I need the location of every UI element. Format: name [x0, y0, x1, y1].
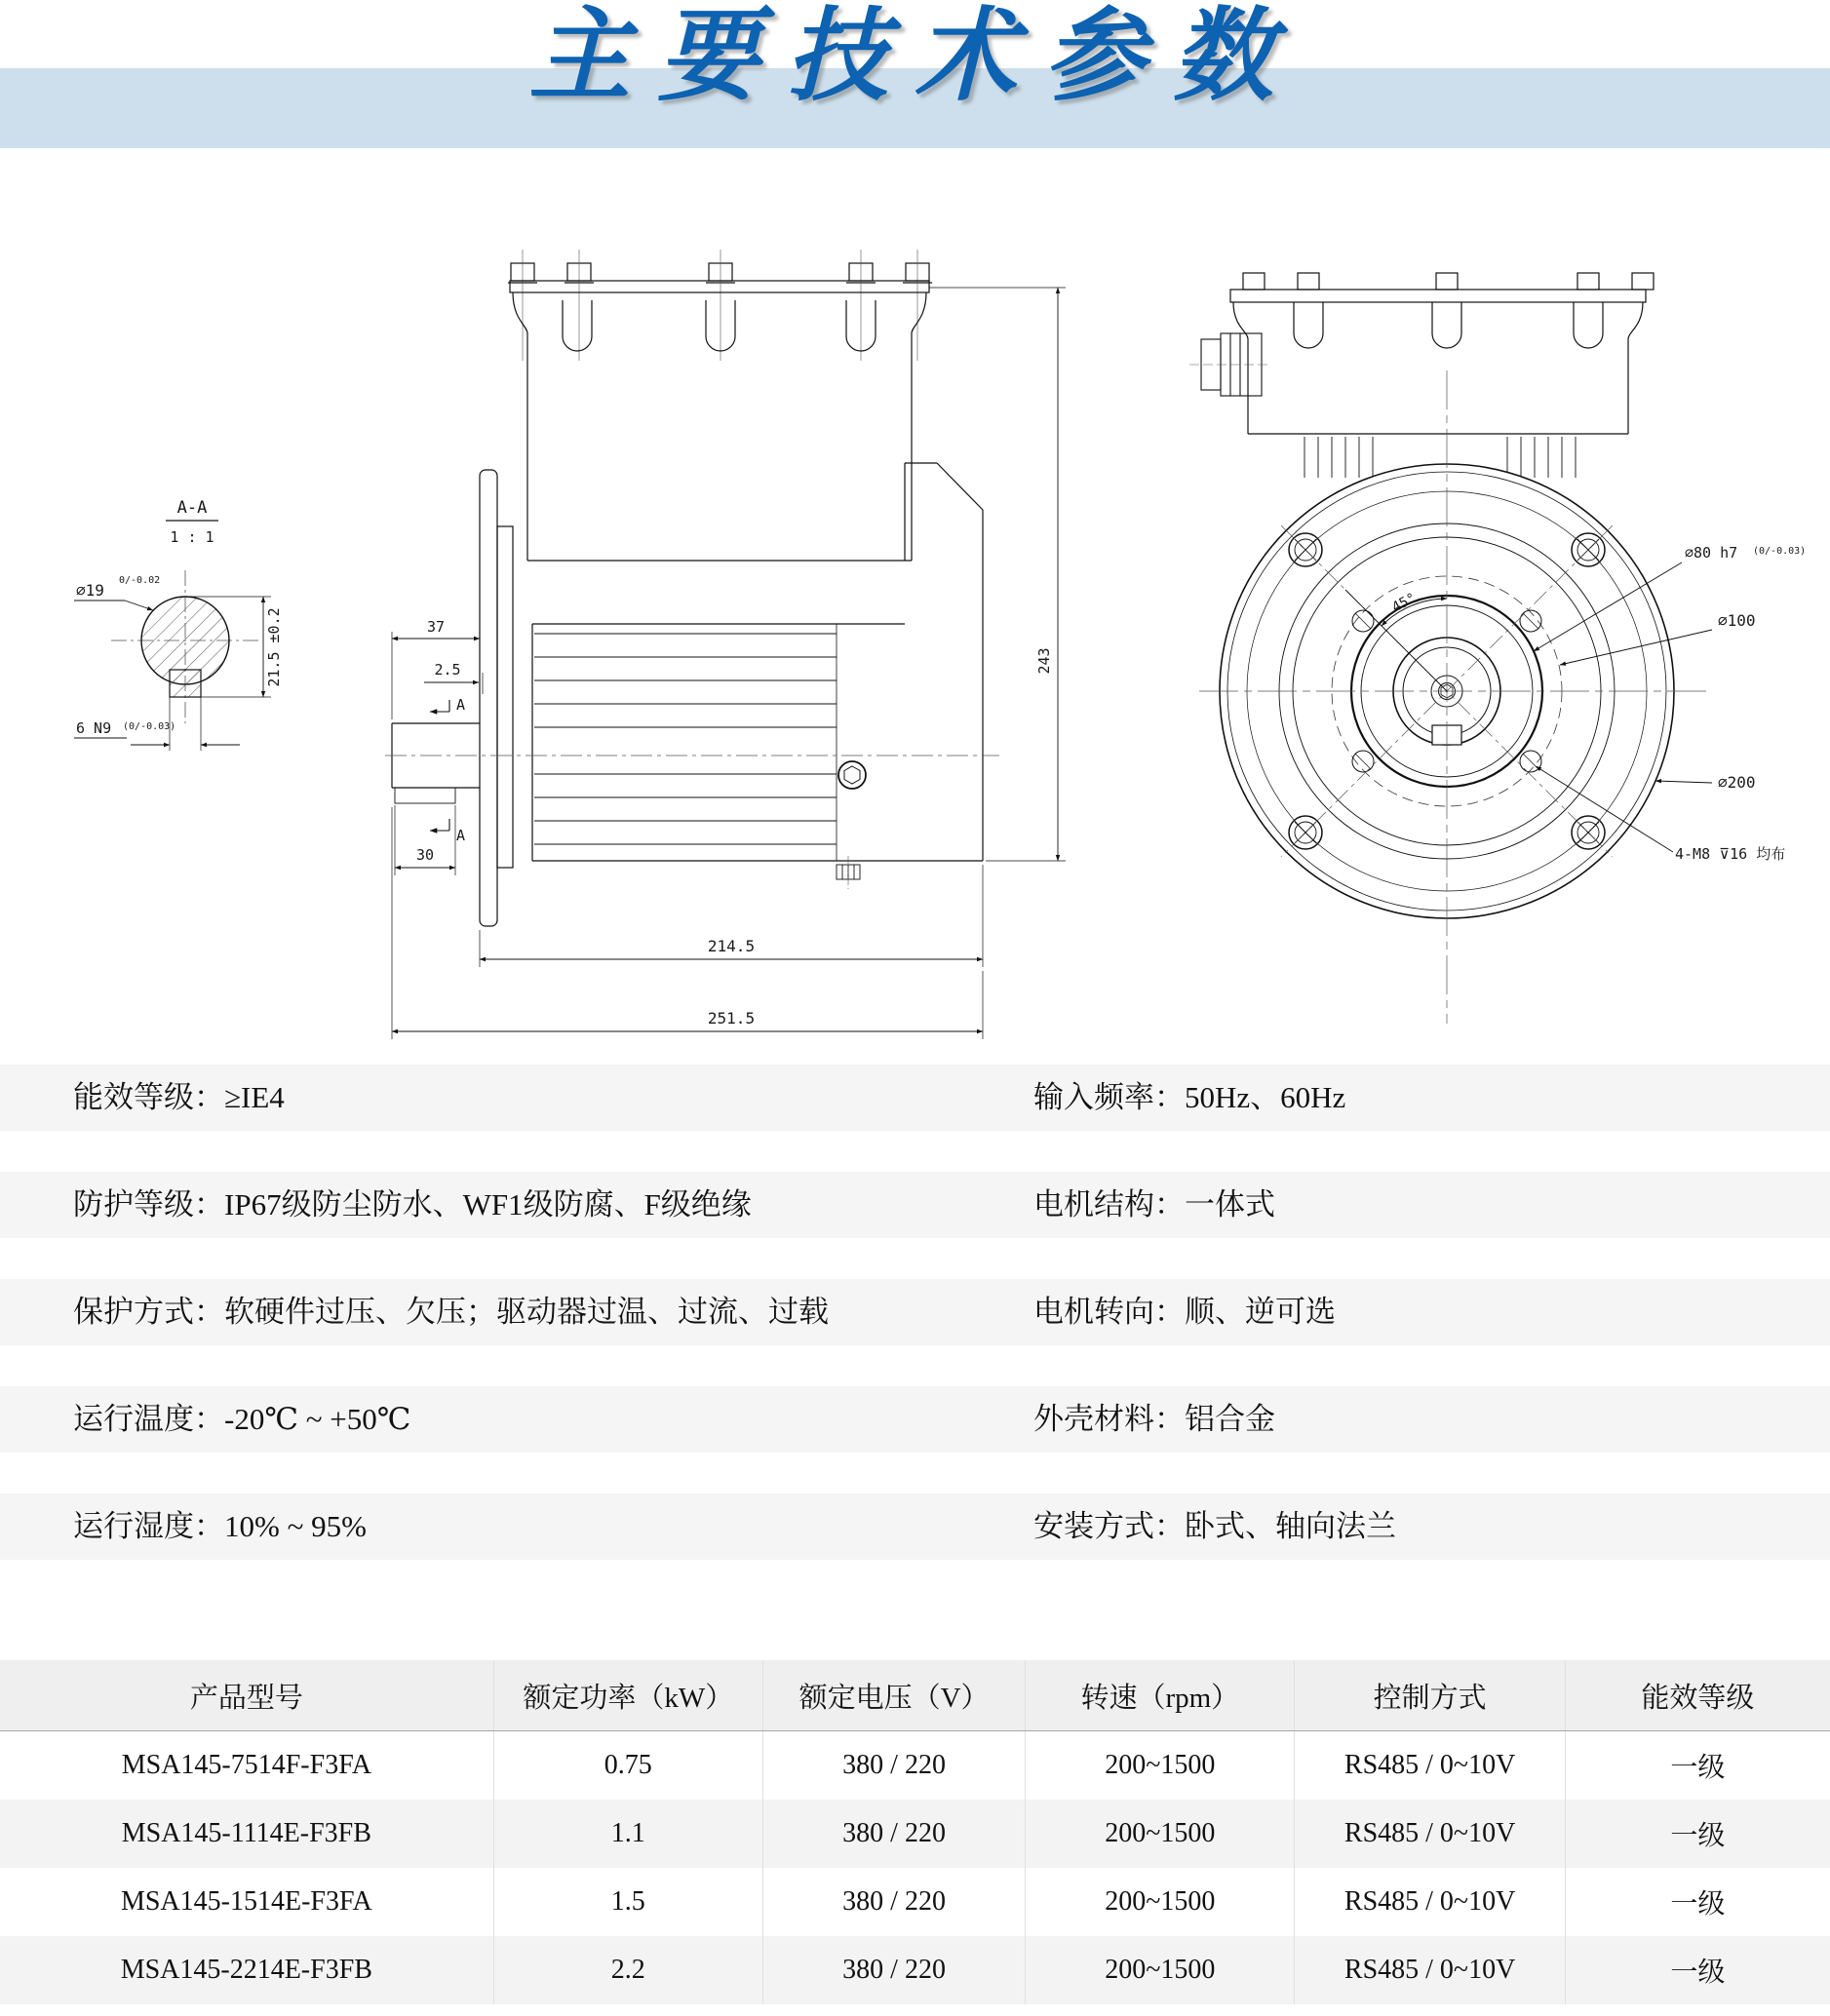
drawing-shaft-section-view — [68, 468, 400, 790]
section-title: A-A — [176, 498, 208, 518]
column-header: 额定功率（kW） — [493, 1660, 762, 1730]
drawing-side-view — [385, 244, 1107, 1033]
table-cell: RS485 / 0~10V — [1294, 1800, 1564, 1868]
table-cell: MSA145-1114E-F3FB — [121, 1818, 371, 1848]
spec-label: 安装方式： — [1033, 1509, 1185, 1543]
dim-key: 6 N9 — [76, 719, 112, 737]
table-cell: 380 / 220 — [762, 1936, 1025, 2004]
spec-value: 10% ~ 95% — [224, 1509, 367, 1543]
spec-label: 防护等级： — [73, 1187, 224, 1221]
column-header: 转速（rpm） — [1025, 1660, 1294, 1730]
table-cell: 0.75 — [493, 1731, 762, 1800]
spec-value: 50Hz、60Hz — [1185, 1080, 1346, 1114]
table-cell: 380 / 220 — [762, 1731, 1025, 1800]
spec-value: 卧式、轴向法兰 — [1185, 1509, 1396, 1543]
table-cell: MSA145-1514E-F3FA — [120, 1886, 372, 1917]
flange-plate — [480, 470, 497, 926]
banner — [0, 0, 1830, 148]
spec-label: 保护方式： — [73, 1295, 224, 1329]
spec-item — [73, 1279, 829, 1345]
spec-label: 输入频率： — [1033, 1080, 1185, 1114]
section-label-a-bottom: A — [456, 827, 466, 844]
column-header: 产品型号 — [189, 1682, 303, 1714]
cable-gland — [1189, 333, 1269, 396]
dim-251-5: 251.5 — [707, 1009, 756, 1027]
spec-value: ≥IE4 — [224, 1080, 285, 1114]
section-cut-marks — [430, 700, 449, 831]
cooling-fins — [534, 634, 837, 844]
spec-label: 能效等级： — [73, 1080, 224, 1114]
dim-dia19: ∅19 — [76, 581, 104, 600]
table-cell: MSA145-2214E-F3FB — [120, 1955, 372, 1985]
spec-value: 软硬件过压、欠压；驱动器过温、过流、过载 — [224, 1295, 829, 1329]
motor-body — [532, 463, 983, 861]
spec-band — [0, 1493, 1830, 1560]
spec-item — [73, 1172, 752, 1238]
shaft — [392, 723, 480, 803]
table-cell: 200~1500 — [1025, 1868, 1294, 1936]
dim-30: 30 — [415, 846, 435, 864]
spec-value: IP67级防尘防水、WF1级防腐、F级绝缘 — [224, 1187, 752, 1221]
drawing-front-view — [1160, 244, 1830, 1063]
table-cell: 200~1500 — [1025, 1731, 1294, 1800]
leader-line — [125, 601, 153, 610]
table-cell: MSA145-7514F-F3FA — [121, 1750, 371, 1780]
spec-item — [73, 1493, 367, 1560]
spec-table-header — [0, 1660, 1830, 1731]
spec-band — [0, 1172, 1830, 1238]
table-cell: 380 / 220 — [762, 1868, 1025, 1936]
dim-243: 243 — [1035, 647, 1053, 675]
dim-dia80-tol: (0/-0.03) — [1753, 546, 1807, 557]
terminal-box-front — [1230, 273, 1654, 434]
spec-label: 电机结构： — [1033, 1187, 1185, 1221]
spec-table-body — [0, 1731, 1830, 2004]
dim-dia80: ∅80 h7 — [1685, 544, 1738, 562]
spec-item — [1033, 1172, 1275, 1238]
dim-m8-holes: 4-M8 ⊽16 均布 — [1675, 845, 1786, 863]
dim-dia19-tol: 0/-0.02 — [119, 575, 161, 586]
table-cell: 380 / 220 — [762, 1800, 1025, 1868]
section-scale: 1 : 1 — [170, 528, 214, 546]
spec-table — [0, 1660, 1830, 2004]
table-cell: 一级 — [1565, 1868, 1830, 1936]
dim-45deg: 45° — [1389, 590, 1420, 616]
bolt-centerlines — [523, 250, 917, 361]
spec-label: 外壳材料： — [1033, 1402, 1185, 1436]
spec-item — [1033, 1493, 1396, 1560]
table-cell: RS485 / 0~10V — [1294, 1731, 1564, 1800]
table-row — [0, 1800, 1830, 1868]
spec-band — [0, 1065, 1830, 1131]
hex-screw — [838, 761, 866, 789]
dim-21-5: 21.5 ±0.2 — [265, 607, 283, 687]
dim-37: 37 — [426, 618, 446, 636]
column-header: 能效等级 — [1565, 1660, 1830, 1730]
dim-214-5: 214.5 — [707, 937, 756, 955]
dim-lines — [392, 288, 1058, 1031]
dim-dia200: ∅200 — [1718, 773, 1756, 792]
section-label-a-top: A — [456, 696, 466, 714]
spec-value: -20℃ ~ +50℃ — [224, 1402, 411, 1436]
dim-key-tol: (0/-0.03) — [123, 721, 176, 732]
table-cell: 2.2 — [493, 1936, 762, 2004]
flange-adapter — [497, 526, 513, 868]
table-cell: 1.1 — [493, 1800, 762, 1868]
table-cell: RS485 / 0~10V — [1294, 1936, 1564, 2004]
spec-value: 一体式 — [1185, 1187, 1275, 1221]
dim-2-5: 2.5 — [434, 661, 461, 678]
dim-dia100: ∅100 — [1718, 611, 1756, 630]
column-header: 额定电压（V） — [762, 1660, 1025, 1730]
table-cell: 一级 — [1565, 1731, 1830, 1800]
terminal-box — [510, 281, 929, 561]
table-cell: 200~1500 — [1025, 1800, 1294, 1868]
spec-label: 电机转向： — [1033, 1295, 1185, 1329]
table-cell: 200~1500 — [1025, 1936, 1294, 2004]
table-cell: 1.5 — [493, 1868, 762, 1936]
spec-item — [1033, 1386, 1275, 1453]
spec-band — [0, 1386, 1830, 1453]
spec-item — [1033, 1279, 1336, 1345]
spec-item — [73, 1386, 410, 1453]
spec-label: 运行湿度： — [73, 1509, 224, 1543]
spec-value: 铝合金 — [1185, 1402, 1275, 1436]
table-row — [0, 1868, 1830, 1936]
column-header: 控制方式 — [1294, 1660, 1564, 1730]
spec-value: 顺、逆可选 — [1185, 1295, 1336, 1329]
spec-band — [0, 1279, 1830, 1345]
table-row — [0, 1936, 1830, 2004]
page-title: 主要技术参数 — [528, 1, 1302, 113]
terminal-box-bolts — [508, 263, 932, 283]
table-cell: RS485 / 0~10V — [1294, 1868, 1564, 1936]
spec-label: 运行温度： — [73, 1402, 224, 1436]
spec-item — [1033, 1065, 1345, 1131]
table-cell: 一级 — [1565, 1800, 1830, 1868]
keyway-section — [170, 670, 201, 697]
table-cell: 一级 — [1565, 1936, 1830, 2004]
spec-item — [73, 1065, 285, 1131]
table-row — [0, 1731, 1830, 1800]
